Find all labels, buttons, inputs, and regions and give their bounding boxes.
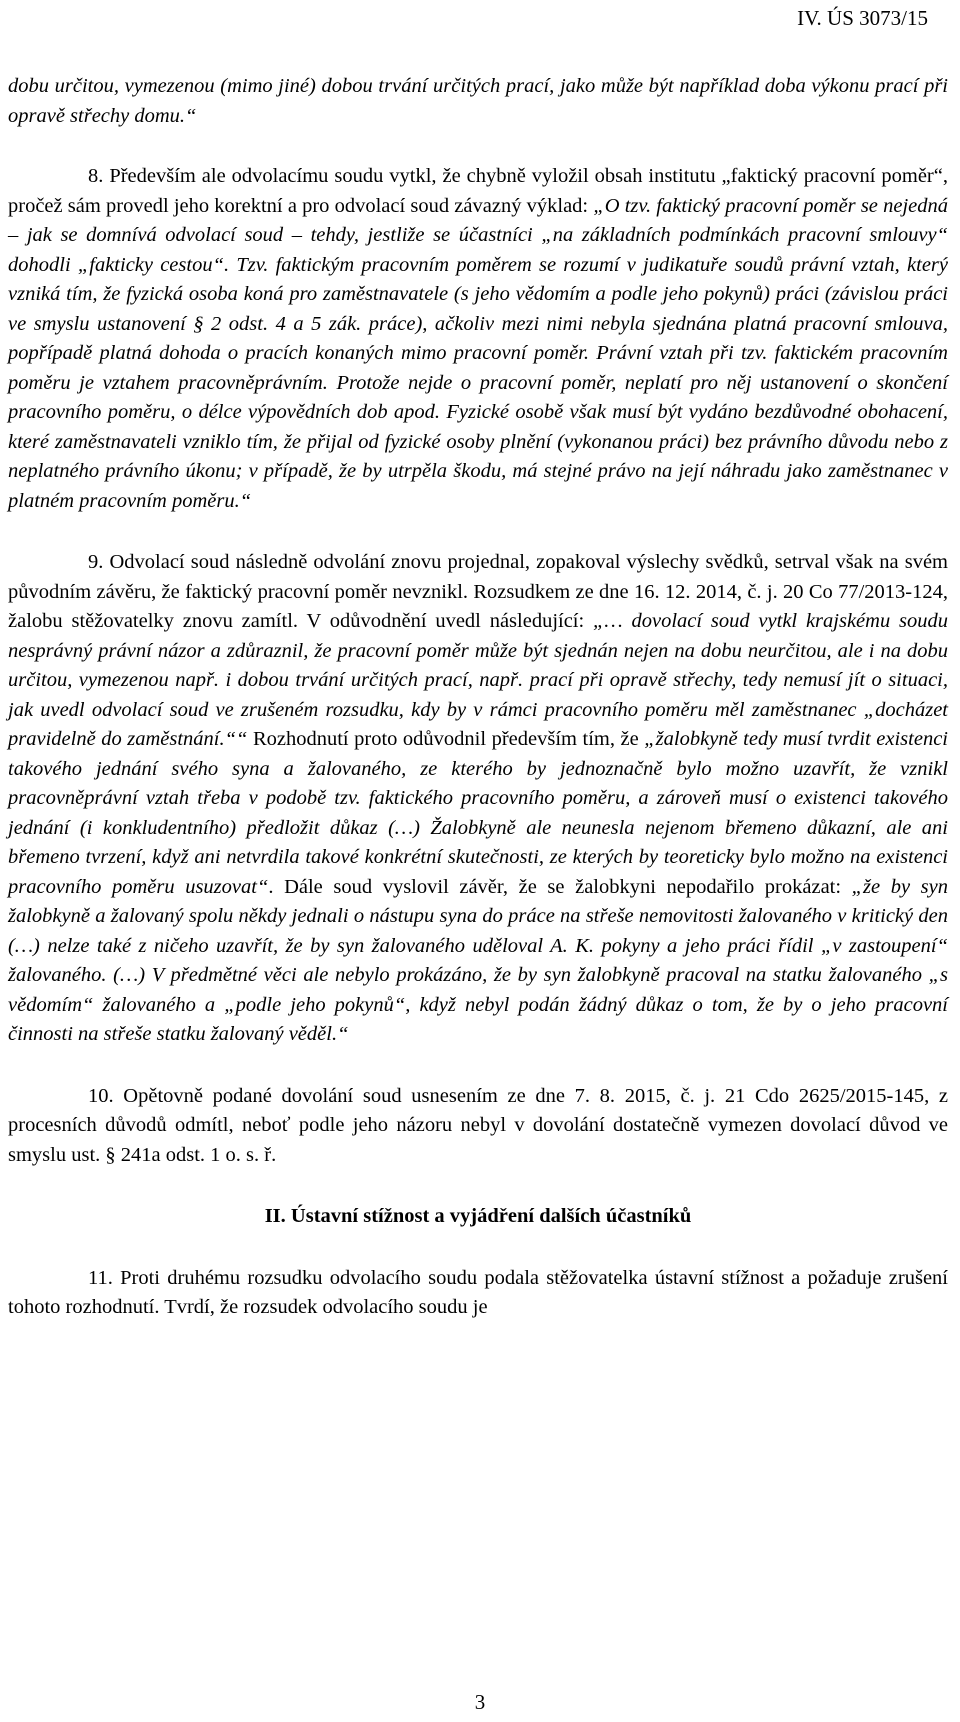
document-body	[8, 72, 948, 1323]
paragraph-text: 9. Odvolací soud následně odvolání znovu projednal, zopakoval výslechy svědků, setrval však na svém původním závěru, že faktický pracovní poměr nevznikl. Rozsudkem ze dne 16. 12. 2014, č. j. 20 Co 77/2013-124, žalobu stěžovatelky znovu zamítl. V odůvodnění uvedl následující:	[8, 551, 948, 632]
quote-text: „O tzv. faktický pracovní poměr se nejedná – jak se domnívá odvolací soud – tehdy, jestliže se účastníci „na základních podmínkách pracovní smlouvy“ dohodli „fakticky cestou“. Tzv. faktickým pracovním poměrem se rozumí v judikatuře soudů právní vztah, který vzniká tím, že fyzická osoba koná pro zaměstnavatele (s jeho vědomím a podle jeho pokynů) práci (závislou práci ve smyslu ustanovení § 2 odst. 4 a 5 zák. práce), ačkoliv mezi nimi nebyla sjednána platná pracovní smlouva, popřípadě platná dohoda o pracích konaných mimo pracovní poměr. Právní vztah při tzv. faktickém pracovním poměru je vztahem pracovněprávním. Protože nejde o pracovní poměr, neplatí pro něj ustanovení o skončení pracovního poměru, o délce výpovědních dob apod. Fyzické osobě však musí být vydáno bezdůvodné obohacení, které zaměstnavateli vzniklo tím, že přijal od fyzické osoby plnění (vykonanou práci) bez právního důvodu nebo z neplatného právního úkonu; v případě, že by utrpěla škodu, má stejné právo na její náhradu jako zaměstnanec v platném pracovním poměru.“	[8, 194, 948, 512]
paragraph-text: 8. Především ale odvolacímu soudu vytkl, že chybně vyložil obsah institutu „faktický pracovní poměr“, pročež sám provedl jeho korektní a pro odvolací soud závazný výklad:	[8, 165, 948, 217]
quote-text: „že by syn žalobkyně a žalovaný spolu někdy jednali o nástupu syna do práce na střeše nemovitosti žalovaného v kritický den (…) nelze také z ničeho uzavřít, že by syn žalovaného uděloval A. K. pokyny a jeho práci řídil „v zastoupení“ žalovaného. (…) V předmětné věci ale nebylo prokázáno, že by syn žalobkyně pracoval na statku žalovaného „s vědomím“ žalovaného a „podle jeho pokynů“, když nebyl podán žádný důkaz o tom, že by o jeho pracovní činnosti na střeše statku žalovaný věděl.“	[8, 875, 949, 1045]
paragraph-text: . Dále soud vyslovil závěr, že se žalobkyni nepodařilo prokázat:	[268, 875, 852, 898]
quote-text: dobu určitou, vymezenou (mimo jiné) dobou trvání určitých prací, jako může být například doba výkonu prací při opravě střechy domu.“	[8, 75, 948, 127]
page-header-case-number: IV. ÚS 3073/15	[797, 6, 928, 30]
quote-text: „… dovolací soud vytkl krajskému soudu nesprávný právní názor a zdůraznil, že pracovní poměr může být sjednán nejen na dobu neurčitou, ale i na dobu určitou, vymezenou např. i dobou trvání určitých prací, např. prací při opravě střechy, tedy nemusí jít o situaci, jak uvedl odvolací soud ve zrušeném rozsudku, kdy by v rámci pracovního poměru měl zaměstnanec „docházet pravidelně do zaměstnání.““	[8, 610, 948, 750]
paragraph-11: 11. Proti druhému rozsudku odvolacího soudu podala stěžovatelka ústavní stížnost a požaduje zrušení tohoto rozhodnutí. Tvrdí, že rozsudek odvolacího soudu je	[8, 1266, 948, 1318]
page-number: 3	[474, 1690, 486, 1714]
paragraph-10: 10. Opětovně podané dovolání soud usnesením ze dne 7. 8. 2015, č. j. 21 Cdo 2625/2015-145, z procesních důvodů odmítl, neboť podle jeho názoru nebyl v dovolání dostatečně vymezen dovolací důvod ve smyslu ust. § 241a odst. 1 o. s. ř.	[8, 1084, 948, 1166]
quote-text: „žalobkyně tedy musí tvrdit existenci takového jednání svého syna a žalovaného, ze kterého by jednoznačně bylo možno uzavřít, že vznikl pracovněprávní vztah třeba v podobě tzv. faktického pracovního poměru, a zároveň musí o existenci takového jednání (i konkludentního) předložit důkaz (…) Žalobkyně ale neunesla nejenom břemeno důkazní, ale ani břemeno tvrzení, když ani netvrdila takové konkrétní skutečnosti, ze kterých by teoreticky bylo možno na existenci pracovního poměru usuzovat“	[8, 728, 948, 898]
paragraph-9	[8, 548, 948, 1050]
paragraph-continuation	[8, 72, 948, 131]
paragraph-8	[8, 162, 948, 516]
paragraph-text: Rozhodnutí proto odůvodnil především tím, že	[247, 728, 645, 750]
section-heading: II. Ústavní stížnost a vyjádření dalších účastníků	[264, 1205, 692, 1227]
